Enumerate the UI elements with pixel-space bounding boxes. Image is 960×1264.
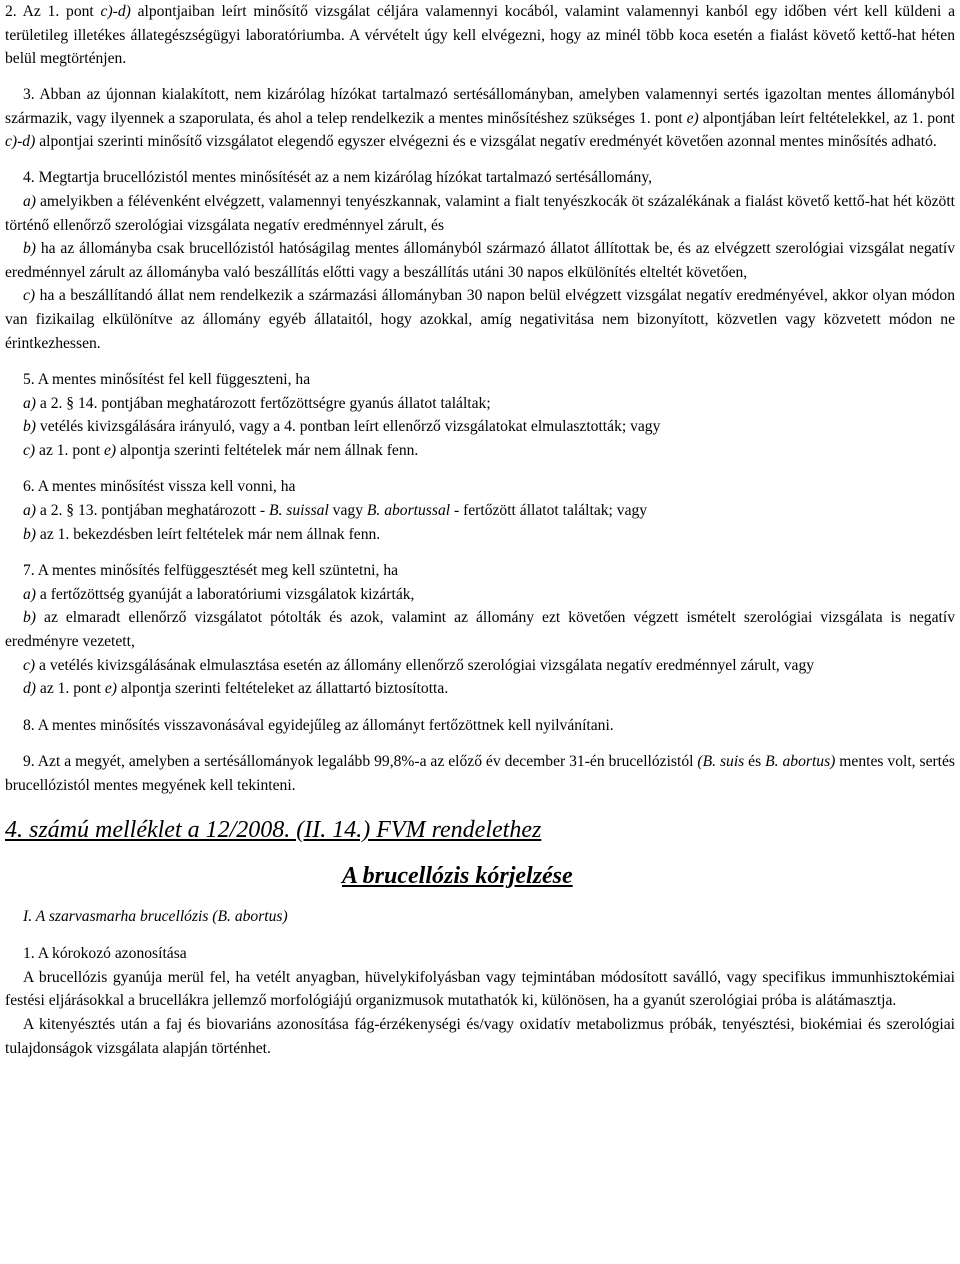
item-label: a) [23, 585, 36, 603]
paragraph-9 [5, 750, 955, 797]
text: mentes volt, sertés brucellózistól mentes megyének kell tekinteni. [5, 753, 956, 794]
reference: c)-d) [100, 3, 131, 20]
paragraph-4-c [5, 284, 955, 355]
text: és [744, 753, 766, 771]
text: 9. Azt a megyét, amelyben a sertésállományok legalább 99,8%-a az előző év december 31-én brucellózistól [23, 753, 698, 771]
text: az 1. pont [35, 441, 104, 459]
species-name: B. abortussal [366, 502, 451, 520]
item-title: 1. A kórokozó azonosítása [23, 945, 187, 963]
text: az 1. pont [36, 680, 105, 698]
item-label: a) [23, 394, 36, 412]
paragraph-4-a [5, 190, 955, 237]
text: alpontjai szerinti minősítő vizsgálatot elegendő egyszer elvégezni és e vizsgálat negatív eredményét követően azonnal mentes minősítés adható. [35, 133, 937, 151]
paragraph-7-d [5, 677, 955, 701]
species-name: B. abortus) [765, 753, 836, 771]
paragraph-7-intro: 7. A mentes minősítés felfüggesztését meg kell szüntetni, ha [23, 562, 399, 580]
paragraph-8: 8. A mentes minősítés visszavonásával egyidejűleg az állományt fertőzöttnek kell nyilvánítani. [23, 716, 614, 734]
item-label: c) [23, 441, 36, 459]
item-label: b) [23, 609, 36, 627]
paragraph-7-a [5, 583, 955, 607]
text: a 2. § 14. pontjában meghatározott fertőzöttségre gyanús állatot találtak; [36, 394, 491, 412]
paragraph-6-a [5, 499, 955, 523]
paragraph-5-a [5, 392, 955, 416]
item-paragraph: A kitenyésztés után a faj és biovariáns azonosítása fág-érzékenységi és/vagy oxidatív metabolizmus próbák, tenyésztési, biokémiai és szerológiai tulajdonságok vizsgálata alapján történhet. [5, 1015, 955, 1057]
paragraph-5-intro: 5. A mentes minősítést fel kell függeszteni, ha [23, 371, 311, 389]
item-label: b) [23, 418, 36, 436]
species-name: B. suissal [268, 502, 329, 520]
reference: e) [686, 109, 699, 127]
item-label: c) [23, 287, 36, 305]
item-paragraph: A brucellózis gyanúja merül fel, ha vetélt anyagban, hüvelykifolyásban vagy tejmintában módosított saválló, vagy specifikus immunhisztokémiai festési eljárásokkal a brucellákra jellemző morfológiájú organizmusok mutathatók ki, különösen, ha a gyanút szerológiai próba is alátámasztja. [5, 968, 955, 1010]
text: vagy [328, 502, 367, 520]
paragraph-6-b [5, 523, 955, 547]
text: alpontjaiban leírt minősítő vizsgálat céljára valamennyi kocából, valamint valamennyi kanból egy időben vért kell küldeni a területileg illetékes állategészségügyi laboratóriumba. A vérvételt úgy kell elvégezni, hogy az minél több koca esetén a fialást követő kettő-hat héten belül megtörténjen. [5, 3, 956, 68]
paragraph-4-b [5, 237, 955, 284]
annex-title: 4. számú melléklet a 12/2008. (II. 14.) FVM rendelethez [5, 816, 542, 843]
text: az elmaradt ellenőrző vizsgálatot pótolták és azok, valamint az állomány ezt követően végzett ismételt szerológiai vizsgálata is negatív eredményre vezetett, [5, 609, 955, 651]
paragraph-2 [5, 0, 955, 71]
text: ha az állományba csak brucellózistól hatóságilag mentes állományból származó állatot állítottak be, és az elvégzett szerológiai vizsgálat negatív eredménnyel zárult az állományba való beszállítás előtti vagy a beszállítás utáni 30 napos elkülönítés elteltét követően, [5, 240, 955, 281]
section-title: I. A szarvasmarha brucellózis (B. abortus) [23, 907, 288, 925]
item-label: b) [23, 525, 36, 543]
item-label: b) [23, 240, 36, 258]
text: amelyikben a félévenként elvégzett, valamennyi tenyészkannak, valamint a fialt tenyészkocák öt százalékának a fialást követő kettő-hat hét között történő ellenőrző szerológiai vizsgálata negatív eredménnyel zárult, és [5, 192, 955, 234]
paragraph-5-b [5, 415, 955, 439]
paragraph-7-c [5, 654, 955, 678]
paragraph-4-intro: 4. Megtartja brucellózistól mentes minősítését az a nem kizárólag hízókat tartalmazó sertésállomány, [23, 169, 653, 187]
text: alpontja szerinti feltételeket az állattartó biztosította. [116, 680, 449, 698]
reference: c)-d) [5, 133, 36, 151]
text: a vetélés kivizsgálásának elmulasztása esetén az állomány ellenőrző szerológiai vizsgálata negatív eredménnyel zárult, vagy [35, 656, 815, 674]
document-page [5, 0, 955, 1060]
text: vetélés kivizsgálására irányuló, vagy a 4. pontban leírt ellenőrző vizsgálatokat elmulasztották; vagy [36, 418, 661, 436]
text: a fertőzöttség gyanúját a laboratóriumi vizsgálatok kizárták, [36, 585, 415, 603]
paragraph-3 [5, 83, 955, 154]
text: alpontjában leírt feltételekkel, az 1. pont [698, 109, 956, 127]
text: ha a beszállítandó állat nem rendelkezik a származási állományban 30 napon belül elvégzett vizsgálat negatív eredményével, akkor olyan módon van fizikailag elkülönítve az állomány egyéb állataitól, hogy azokkal, amíg negativitása nem bizonyított, közvetlen vagy közvetett módon ne érintkezhessen. [5, 287, 955, 352]
paragraph-5-c [5, 439, 955, 463]
text: az 1. bekezdésben leírt feltételek már nem állnak fenn. [36, 525, 381, 543]
annex-subtitle: A brucellózis kórjelzése [342, 862, 573, 889]
species-name: (B. suis [697, 753, 745, 771]
text: alpontja szerinti feltételek már nem állnak fenn. [116, 441, 419, 459]
text: 2. Az 1. pont [5, 3, 101, 20]
reference: e) [103, 441, 117, 459]
item-label: c) [23, 656, 36, 674]
item-label: a) [23, 502, 36, 520]
item-label: a) [23, 192, 36, 210]
item-label: d) [23, 680, 36, 698]
text: 3. Abban az újonnan kialakított, nem kizárólag hízókat tartalmazó sertésállományban, amelyben valamennyi sertés igazoltan mentes állományból származik, vagy ilyennek a szaporulata, és ahol a telep rendelkezik a mentes minősítéshez szükséges 1. pont [5, 86, 955, 127]
text: a 2. § 13. pontjában meghatározott - [36, 502, 269, 520]
paragraph-6-intro: 6. A mentes minősítést vissza kell vonni, ha [23, 478, 296, 496]
reference: e) [104, 680, 117, 698]
paragraph-7-b [5, 606, 955, 653]
text: - fertőzött állatot találtak; vagy [450, 502, 648, 520]
